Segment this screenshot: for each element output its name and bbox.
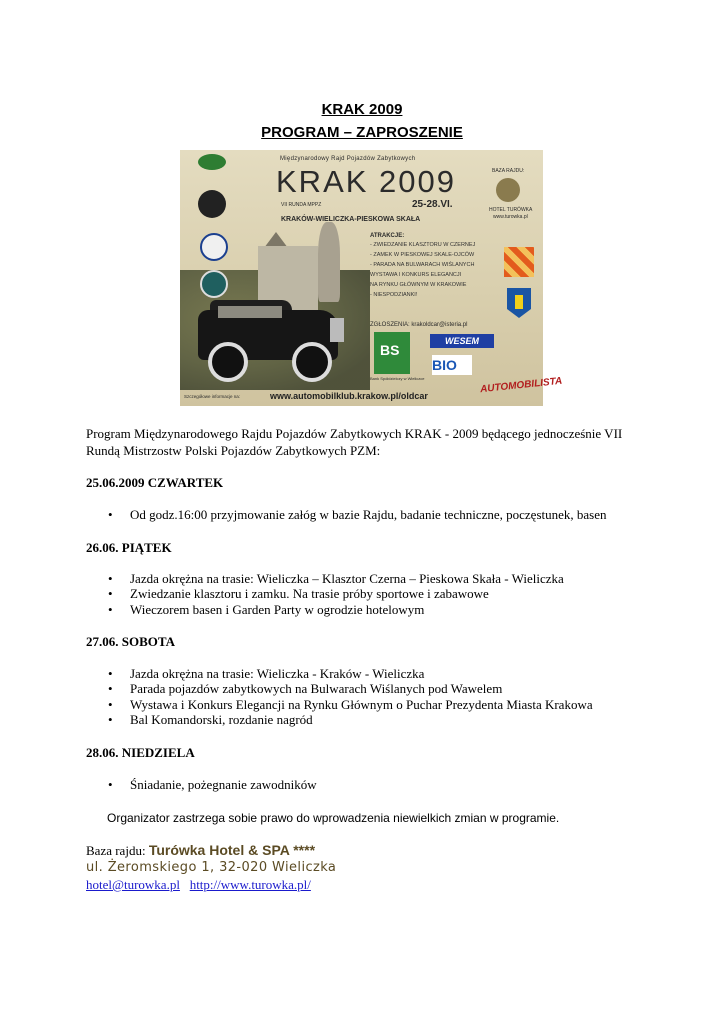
krakow-emblem-icon xyxy=(200,233,228,261)
poster-bs-caption: Bank Spółdzielczy w Wieliczce xyxy=(370,376,425,381)
day-items xyxy=(108,777,317,792)
poster-info-label: Szczegółowe informacje na: xyxy=(184,394,241,399)
poster-car-window xyxy=(218,306,282,318)
bs-bank-logo-text: BS xyxy=(380,342,400,358)
poster-car-grille xyxy=(330,318,344,342)
event-poster xyxy=(180,150,563,406)
day-heading: 28.06. NIEDZIELA xyxy=(86,745,195,760)
day-heading: 26.06. PIĄTEK xyxy=(86,540,172,555)
poster-event-name: Międzynarodowy Rajd Pojazdów Zabytkowych xyxy=(280,156,416,162)
list-item: • Zwiedzanie klasztoru i zamku. Na trasie próby sportowe i zabawowe xyxy=(108,586,564,601)
poster-car-wheel xyxy=(208,342,248,382)
hotel-links xyxy=(86,877,311,893)
list-item: • Od godz.16:00 przyjmowanie załóg w bazie Rajdu, badanie techniczne, poczęstunek, basen xyxy=(108,507,607,522)
list-item: • Śniadanie, pożegnanie zawodników xyxy=(108,777,317,792)
hotel-email-link[interactable]: hotel@turowka.pl xyxy=(86,877,180,892)
day-items xyxy=(108,571,564,617)
poster-base-label: BAZA RAJDU: xyxy=(492,168,525,174)
list-item: • Wystawa i Konkurs Elegancji na Rynku Głównym o Puchar Prezydenta Miasta Krakowa xyxy=(108,697,593,712)
poster-attraction: - NIESPODZIANKI! xyxy=(370,292,418,298)
document-subtitle: PROGRAM – ZAPROSZENIE xyxy=(261,124,463,141)
intro-paragraph: Program Międzynarodowego Rajdu Pojazdów Zabytkowych KRAK - 2009 będącego jednocześnie VII Rundą Mistrzostw Polski Pojazdów Zabytkowych PZM: xyxy=(86,426,623,458)
poster-attractions-title: ATRAKCJE: xyxy=(370,233,405,239)
list-item: • Bal Komandorski, rozdanie nagród xyxy=(108,712,593,727)
hotel-website-link[interactable]: http://www.turowka.pl/ xyxy=(189,877,311,892)
wieliczka-emblem-icon xyxy=(200,270,228,298)
list-item: • Jazda okrężna na trasie: Wieliczka - Kraków - Wieliczka xyxy=(108,666,593,681)
automobilista-logo: AUTOMOBILISTA xyxy=(479,375,563,396)
list-item: • Parada pojazdów zabytkowych na Bulwarach Wiślanych pod Wawelem xyxy=(108,681,593,696)
base-label: Baza rajdu: xyxy=(86,843,146,858)
list-item: • Jazda okrężna na trasie: Wieliczka – Klasztor Czerna – Pieskowa Skała - Wieliczka xyxy=(108,571,564,586)
wesem-logo: WESEM xyxy=(430,334,494,348)
hotel-tree-logo-icon xyxy=(496,178,520,202)
poster-attraction: - ZWIEDZANIE KLASZTORU W CZERNEJ xyxy=(370,242,476,248)
poster-url: www.automobilklub.krakow.pl/oldcar xyxy=(270,391,428,401)
day-items xyxy=(108,666,593,727)
base-line xyxy=(86,842,315,859)
poster-registration: ZGŁOSZENIA: krakoldcar@isteria.pl xyxy=(370,322,468,328)
poster-attraction: WYSTAWA I KONKURS ELEGANCJI xyxy=(370,272,462,278)
bio-logo: BIO xyxy=(432,355,472,375)
poster-round: VII RUNDA MPPZ xyxy=(281,202,322,208)
club-logo-icon xyxy=(198,154,226,170)
krakow-pattern-logo-icon xyxy=(504,247,534,277)
day-heading: 25.06.2009 CZWARTEK xyxy=(86,475,224,490)
poster-hotel-web: www.turowka.pl xyxy=(493,214,528,220)
document-title: KRAK 2009 xyxy=(321,101,403,118)
hotel-name: Turówka Hotel & SPA **** xyxy=(148,842,316,858)
poster-route: KRAKÓW-WIELICZKA-PIESKOWA SKAŁA xyxy=(281,216,421,223)
poster-hotel-label: HOTEL TURÓWKA xyxy=(489,207,533,213)
poster-attraction: - PARADA NA BULWARACH WIŚLANYCH xyxy=(370,262,475,268)
list-item: • Wieczorem basen i Garden Party w ogrodzie hotelowym xyxy=(108,602,564,617)
poster-rock xyxy=(318,222,340,302)
poster-attraction: NA RYNKU GŁÓWNYM W KRAKOWIE xyxy=(370,282,467,288)
poster-car-wheel xyxy=(292,342,332,382)
poster-dates: 25-28.VI. xyxy=(412,199,453,210)
hotel-address: ul. Żeromskiego 1, 32-020 Wieliczka xyxy=(86,860,337,875)
poster-attraction: - ZAMEK W PIESKOWEJ SKALE-OJCÓW xyxy=(370,252,475,258)
poster-title: KRAK 2009 xyxy=(276,164,456,199)
coat-of-arms-emblem-icon xyxy=(515,295,523,309)
day-heading: 27.06. SOBOTA xyxy=(86,634,175,649)
pzm-logo-icon xyxy=(198,190,226,218)
organizer-note: Organizator zastrzega sobie prawo do wprowadzenia niewielkich zmian w programie. xyxy=(107,811,560,825)
day-items xyxy=(108,507,607,522)
